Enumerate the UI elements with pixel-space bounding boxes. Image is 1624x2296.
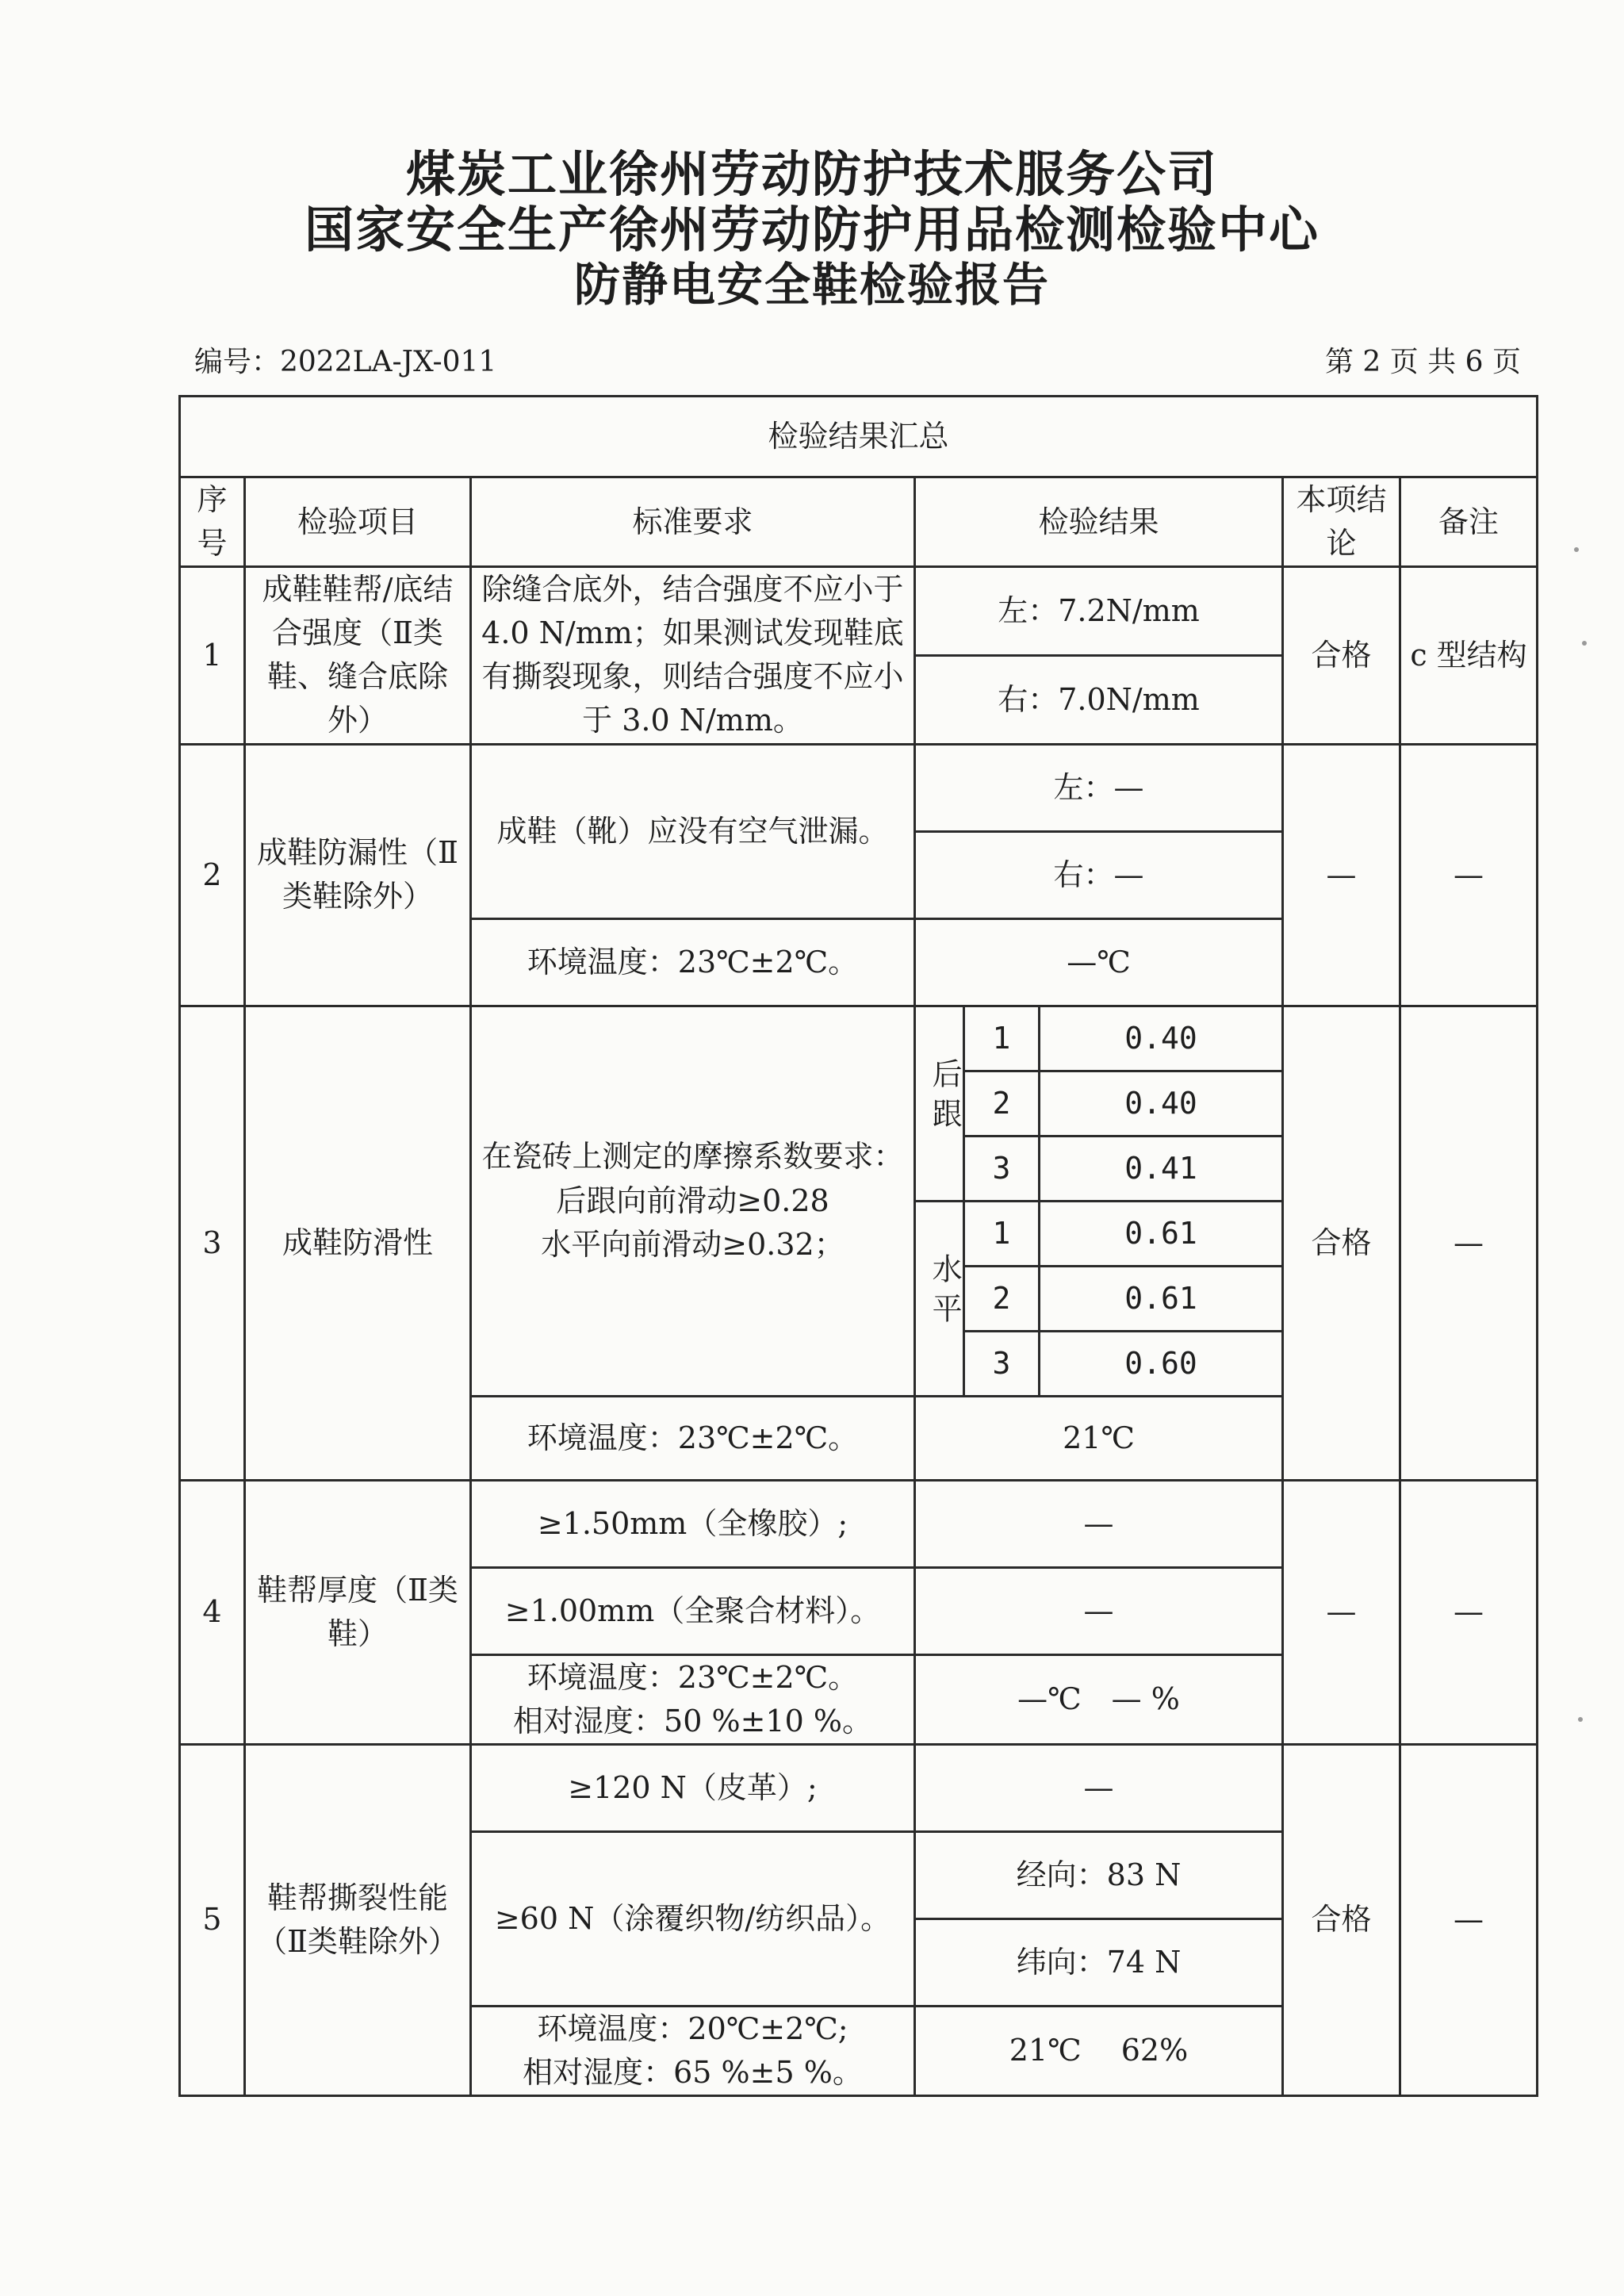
conclusion: 合格 <box>1283 567 1400 744</box>
table-row <box>180 567 1538 656</box>
test-item: 成鞋鞋帮/底结合强度（Ⅱ类鞋、缝合底除外） <box>245 567 471 744</box>
report-title: 防静电安全鞋检验报告 <box>573 258 1050 312</box>
requirement-b: ≥60 N（涂覆织物/纺织品）。 <box>471 1831 915 2006</box>
col-header-item: 检验项目 <box>245 477 471 567</box>
env-requirement: 环境温度：23℃±2℃。 相对湿度：50 %±10 %。 <box>471 1654 915 1744</box>
test-item: 成鞋防漏性（Ⅱ类鞋除外） <box>245 744 471 1006</box>
test-item: 鞋帮厚度（Ⅱ类鞋） <box>245 1480 471 1744</box>
requirement: 在瓷砖上测定的摩擦系数要求： 后跟向前滑动≥0.28 水平向前滑动≥0.32； <box>471 1006 915 1396</box>
heel-index: 1 <box>964 1006 1040 1071</box>
conclusion: — <box>1283 1480 1400 1744</box>
col-header-result: 检验结果 <box>915 477 1283 567</box>
requirement: 除缝合底外，结合强度不应小于 4.0 N/mm；如果测试发现鞋底有撕裂现象，则结合强度不应小于 3.0 N/mm。 <box>471 567 915 744</box>
conclusion: 合格 <box>1283 1744 1400 2095</box>
requirement-a: ≥120 N（皮革）; <box>471 1744 915 1831</box>
result-right: 右：7.0N/mm <box>915 655 1283 744</box>
result-a: — <box>915 1480 1283 1567</box>
table-row <box>180 1006 1538 1071</box>
result-left: 左：— <box>915 744 1283 831</box>
test-item: 鞋帮撕裂性能（Ⅱ类鞋除外） <box>245 1744 471 2095</box>
remark: — <box>1400 1006 1538 1480</box>
heel-value: 0.41 <box>1040 1136 1283 1201</box>
env-result: 21℃ <box>915 1396 1283 1480</box>
center-title: 国家安全生产徐州劳动防护用品检测检验中心 <box>304 201 1320 259</box>
level-value: 0.61 <box>1040 1266 1283 1331</box>
row-number: 3 <box>180 1006 245 1480</box>
test-item: 成鞋防滑性 <box>245 1006 471 1480</box>
env-result: 21℃ 62% <box>915 2006 1283 2095</box>
col-header-no: 序号 <box>180 477 245 567</box>
scan-speck <box>1574 547 1579 552</box>
result-b: — <box>915 1567 1283 1654</box>
row-number: 4 <box>180 1480 245 1744</box>
heel-index: 3 <box>964 1136 1040 1201</box>
scan-speck <box>1582 641 1587 646</box>
level-index: 1 <box>964 1201 1040 1266</box>
result-warp: 经向：83 N <box>915 1831 1283 1918</box>
result-weft: 纬向：74 N <box>915 1918 1283 2006</box>
remark: — <box>1400 1744 1538 2095</box>
env-requirement: 环境温度：23℃±2℃。 <box>471 918 915 1006</box>
env-result: —℃ <box>915 918 1283 1006</box>
remark: — <box>1400 1480 1538 1744</box>
requirement-a: ≥1.50mm（全橡胶）; <box>471 1480 915 1567</box>
col-header-conclusion: 本项结论 <box>1283 477 1400 567</box>
level-value: 0.60 <box>1040 1331 1283 1396</box>
level-value: 0.61 <box>1040 1201 1283 1266</box>
env-requirement: 环境温度：20℃±2℃; 相对湿度：65 %±5 %。 <box>471 2006 915 2095</box>
level-label: 水平 <box>915 1201 964 1396</box>
requirement: 成鞋（靴）应没有空气泄漏。 <box>471 744 915 918</box>
scan-speck <box>1578 1717 1583 1722</box>
row-number: 1 <box>180 567 245 744</box>
table-row <box>180 744 1538 831</box>
heel-index: 2 <box>964 1071 1040 1136</box>
page-indicator: 第 2 页 共 6 页 <box>1324 346 1521 378</box>
conclusion: 合格 <box>1283 1006 1400 1480</box>
table-row <box>180 1480 1538 1567</box>
table-row <box>180 1744 1538 1831</box>
table-title: 检验结果汇总 <box>180 397 1538 477</box>
heel-value: 0.40 <box>1040 1071 1283 1136</box>
org-title: 煤炭工业徐州劳动防护技术服务公司 <box>405 145 1218 203</box>
env-requirement: 环境温度：23℃±2℃。 <box>471 1396 915 1480</box>
row-number: 5 <box>180 1744 245 2095</box>
remark: c 型结构 <box>1400 567 1538 744</box>
col-header-remark: 备注 <box>1400 477 1538 567</box>
heel-value: 0.40 <box>1040 1006 1283 1071</box>
conclusion: — <box>1283 744 1400 1006</box>
result-right: 右：— <box>915 831 1283 918</box>
env-result: —℃ — % <box>915 1654 1283 1744</box>
level-index: 2 <box>964 1266 1040 1331</box>
report-number: 编号：2022LA-JX-011 <box>194 346 497 378</box>
result-a: — <box>915 1744 1283 1831</box>
col-header-requirement: 标准要求 <box>471 477 915 567</box>
level-index: 3 <box>964 1331 1040 1396</box>
result-left: 左：7.2N/mm <box>915 567 1283 656</box>
header-row <box>180 477 1538 567</box>
requirement-b: ≥1.00mm（全聚合材料）。 <box>471 1567 915 1654</box>
row-number: 2 <box>180 744 245 1006</box>
remark: — <box>1400 744 1538 1006</box>
results-table <box>178 395 1538 2097</box>
heel-label: 后跟 <box>915 1006 964 1201</box>
